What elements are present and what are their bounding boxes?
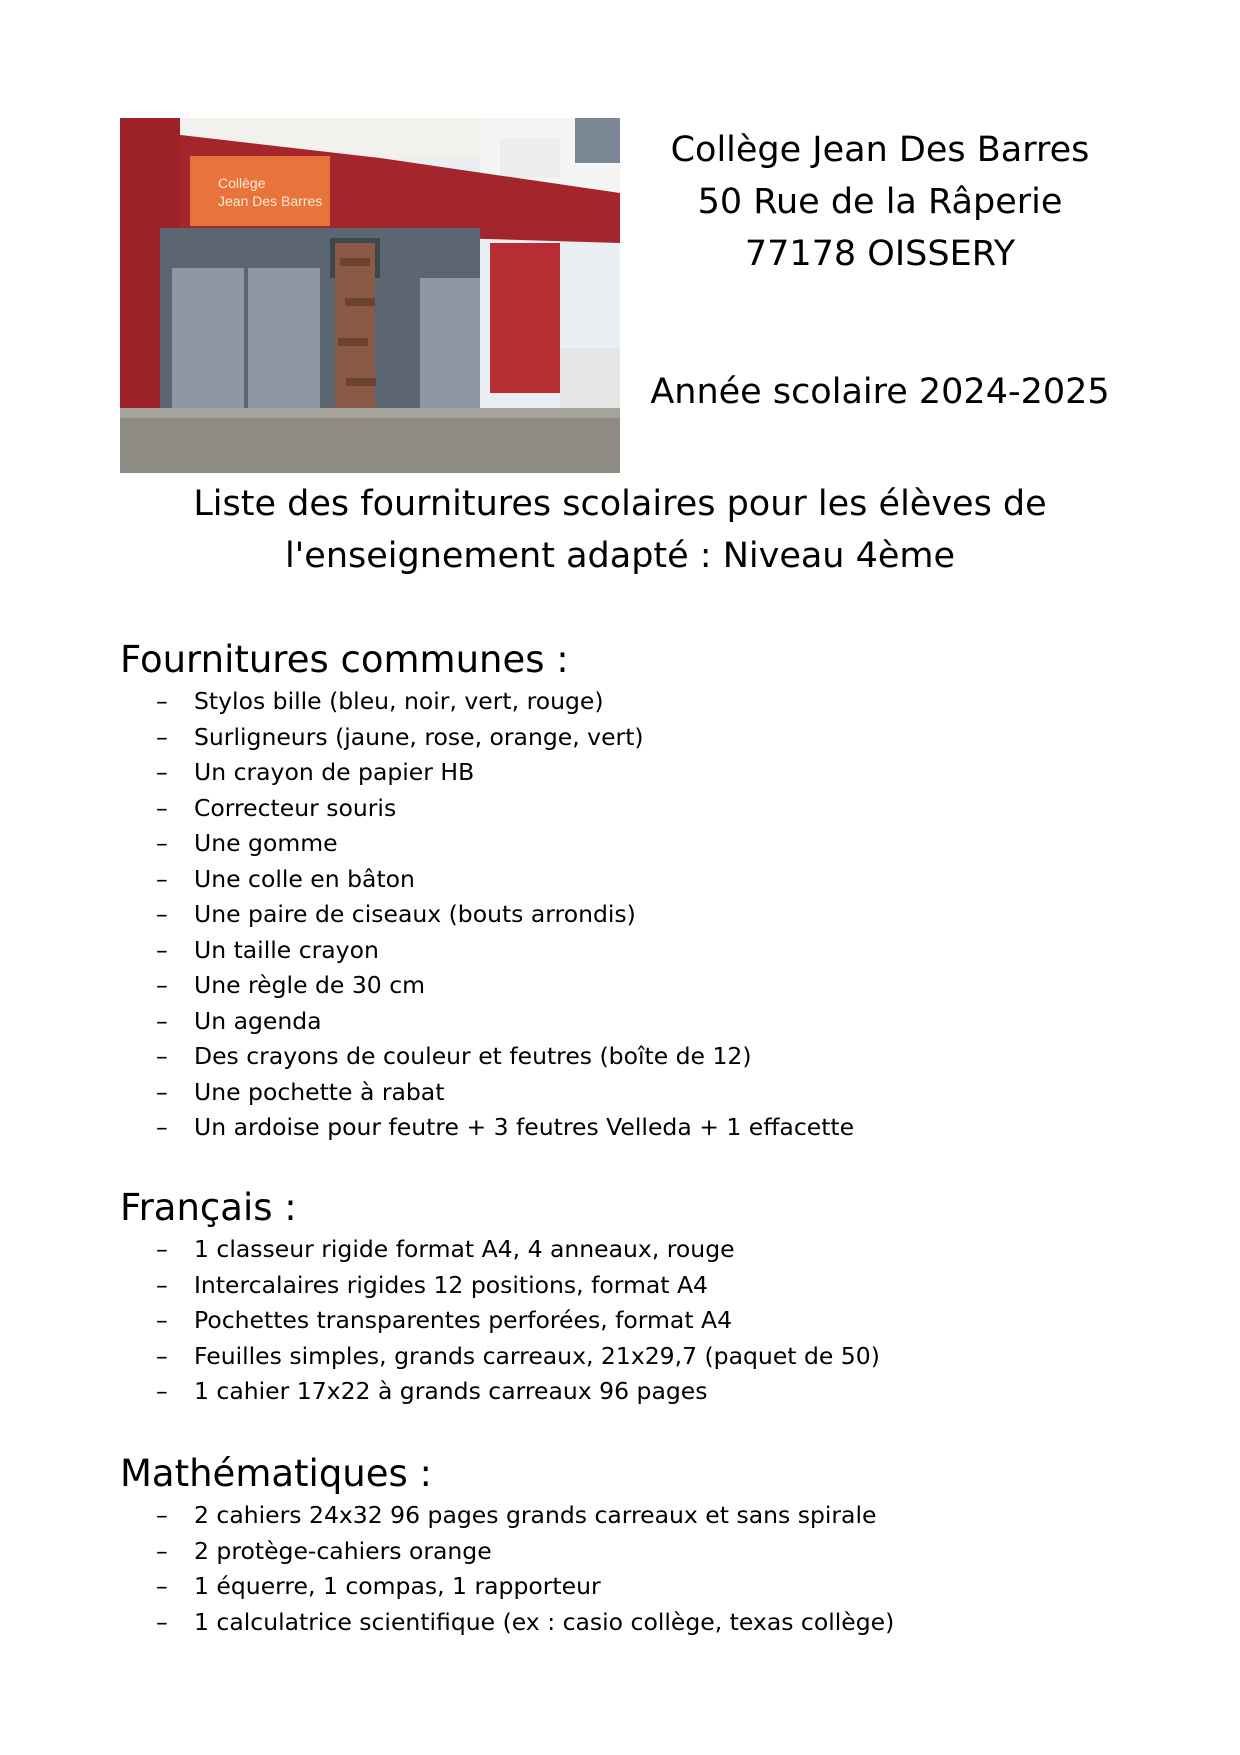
list-item-text: Intercalaires rigides 12 positions, format A4 <box>194 1270 709 1299</box>
list-item-text: Un agenda <box>194 1006 322 1035</box>
bullet-dash: – <box>156 1042 168 1070</box>
section-heading: Fournitures communes : <box>120 638 569 681</box>
section-fournitures-communes <box>120 638 1120 1146</box>
school-building-image <box>120 118 620 473</box>
bullet-dash: – <box>156 1501 168 1529</box>
supplies-list <box>120 1498 1120 1640</box>
school-photo <box>120 118 620 473</box>
list-item <box>120 968 1120 1004</box>
list-item-text: Une colle en bâton <box>194 864 415 893</box>
supplies-list <box>120 684 1120 1146</box>
bullet-dash: – <box>156 900 168 928</box>
school-name: Collège Jean Des Barres <box>670 130 1090 170</box>
bullet-dash: – <box>156 1113 168 1141</box>
bullet-dash: – <box>156 1306 168 1334</box>
school-year: Année scolaire 2024-2025 <box>650 372 1110 412</box>
list-item <box>120 1232 1120 1268</box>
list-item <box>120 933 1120 969</box>
bullet-dash: – <box>156 1006 168 1035</box>
bullet-dash: – <box>156 722 168 751</box>
bullet-dash: – <box>156 829 168 857</box>
bullet-dash: – <box>156 1270 168 1299</box>
list-item <box>120 1569 1120 1605</box>
list-item <box>120 1339 1120 1375</box>
list-item <box>120 755 1120 791</box>
list-item-text: Une pochette à rabat <box>194 1077 445 1106</box>
bullet-dash: – <box>156 1341 168 1370</box>
bullet-dash: – <box>156 1536 168 1565</box>
list-item <box>120 1374 1120 1410</box>
bullet-dash: – <box>156 687 168 715</box>
school-city: 77178 OISSERY <box>744 234 1016 274</box>
supplies-list <box>120 1232 1120 1410</box>
bullet-dash: – <box>156 1607 168 1636</box>
bullet-dash: – <box>156 971 168 999</box>
title-line-1: Liste des fournitures scolaires pour les élèves de <box>193 484 1047 524</box>
document-title <box>80 478 1160 582</box>
list-item <box>120 684 1120 720</box>
sign-text-line2: Jean Des Barres <box>218 193 323 209</box>
bullet-dash: – <box>156 864 168 893</box>
list-item-text: 1 cahier 17x22 à grands carreaux 96 pages <box>194 1377 708 1405</box>
list-item <box>120 1075 1120 1111</box>
list-item <box>120 1004 1120 1040</box>
list-item <box>120 1605 1120 1641</box>
sign-text-line1: Collège <box>218 175 266 191</box>
list-item-text: Pochettes transparentes perforées, format A4 <box>194 1306 733 1334</box>
list-item-text: Une règle de 30 cm <box>194 971 426 999</box>
section-mathematiques <box>120 1452 1120 1640</box>
list-item-text: Feuilles simples, grands carreaux, 21x29,7 (paquet de 50) <box>194 1341 880 1370</box>
list-item <box>120 1534 1120 1570</box>
list-item-text: Un crayon de papier HB <box>194 758 475 786</box>
list-item <box>120 1110 1120 1146</box>
list-item <box>120 791 1120 827</box>
list-item-text: 1 classeur rigide format A4, 4 anneaux, rouge <box>194 1235 735 1263</box>
list-item-text: Une paire de ciseaux (bouts arrondis) <box>194 900 636 928</box>
list-item <box>120 1268 1120 1304</box>
list-item-text: 1 calculatrice scientifique (ex : casio collège, texas collège) <box>194 1607 895 1636</box>
list-item-text: Des crayons de couleur et feutres (boîte de 12) <box>194 1042 752 1070</box>
list-item <box>120 1039 1120 1075</box>
list-item-text: Surligneurs (jaune, rose, orange, vert) <box>194 722 644 751</box>
bullet-dash: – <box>156 1077 168 1106</box>
list-item <box>120 826 1120 862</box>
section-heading: Français : <box>120 1186 297 1229</box>
bullet-dash: – <box>156 1377 168 1405</box>
list-item-text: 1 équerre, 1 compas, 1 rapporteur <box>194 1572 601 1600</box>
bullet-dash: – <box>156 1572 168 1600</box>
list-item <box>120 1498 1120 1534</box>
list-item-text: Un taille crayon <box>194 935 379 964</box>
list-item-text: 2 protège-cahiers orange <box>194 1536 492 1565</box>
title-line-2: l'enseignement adapté : Niveau 4ème <box>284 536 956 576</box>
bullet-dash: – <box>156 935 168 964</box>
section-francais <box>120 1186 1120 1410</box>
list-item-text: Une gomme <box>194 829 338 857</box>
section-heading: Mathématiques : <box>120 1452 433 1495</box>
school-address <box>620 124 1140 280</box>
list-item-text: Correcteur souris <box>194 793 397 822</box>
list-item <box>120 897 1120 933</box>
list-item <box>120 1303 1120 1339</box>
list-item-text: Un ardoise pour feutre + 3 feutres Velleda + 1 effacette <box>194 1113 855 1141</box>
bullet-dash: – <box>156 758 168 786</box>
bullet-dash: – <box>156 793 168 822</box>
bullet-dash: – <box>156 1235 168 1263</box>
list-item <box>120 720 1120 756</box>
list-item-text: 2 cahiers 24x32 96 pages grands carreaux et sans spirale <box>194 1501 877 1529</box>
school-street: 50 Rue de la Râperie <box>697 182 1063 222</box>
list-item <box>120 862 1120 898</box>
list-item-text: Stylos bille (bleu, noir, vert, rouge) <box>194 687 604 715</box>
